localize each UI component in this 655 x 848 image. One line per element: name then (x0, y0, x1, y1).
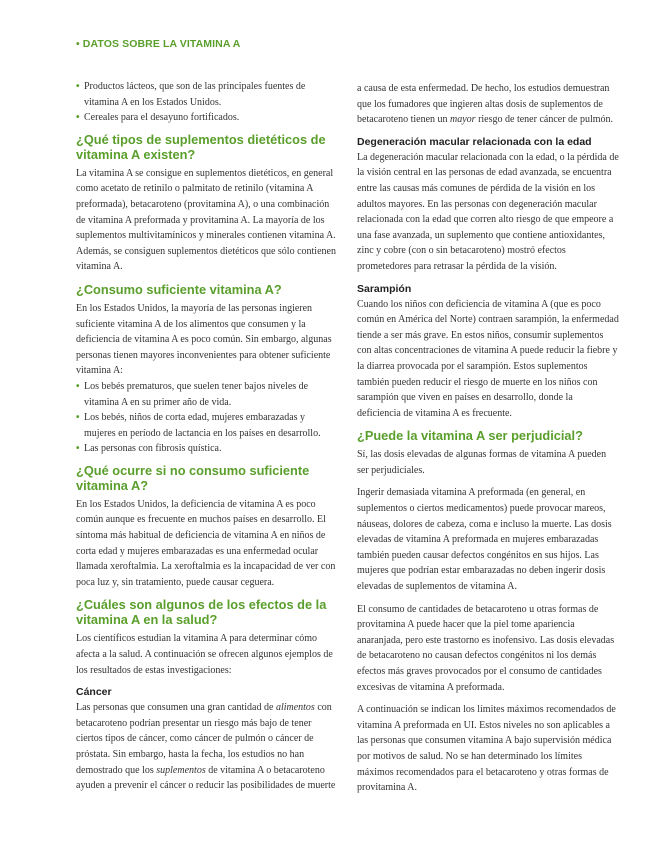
section-heading-enough-vitamin: ¿Consumo suficiente vitamina A? (76, 281, 282, 297)
bullet-icon: • (76, 81, 80, 92)
section-heading-deficiency: ¿Qué ocurre si no consumo suficiente vitamina A? (76, 462, 310, 493)
right-column (357, 81, 619, 803)
list-item: • Los bebés prematuros, que suelen tener bajos niveles de vitamina A en su primer año de vida. (76, 380, 309, 408)
paragraph: Ingerir demasiada vitamina A preformada (en general, en suplementos o ciertos medicamentos) puede provocar mareos, náuseas, dolores de cabeza, coma e incluso la muerte. Las dosis elevadas de vitamina A preformada en mujeres embarazadas también pueden causar defectos congénitos en sus hijos. Las mujeres que podrían estar embarazadas no deben ingerir dosis elevadas de suplementos de vitamina A. (357, 487, 612, 593)
list-item: • Los bebés, niños de corta edad, mujeres embarazadas y mujeres en período de lactancia en los países en desarrollo. (76, 412, 321, 439)
food-sources-list (76, 79, 338, 126)
bullet-icon: • (76, 412, 80, 424)
subheading-macular-degeneration: Degeneración macular relacionada con la edad (357, 135, 592, 148)
section-heading-harmful: ¿Puede la vitamina A ser perjudicial? (357, 428, 583, 444)
left-column (76, 79, 338, 801)
paragraph: A continuación se indican los límites máximos recomendados de vitamina A preformada en UI. Estos niveles no son aplicables a las personas que consumen vitamina A bajo supervisión médica por motivos de salud. No se han determinado los límites máximos recomendados para el betacaroteno y otras formas de provitamina A. (357, 704, 616, 794)
paragraph-cancer-continued: a causa de esta enfermedad. De hecho, los estudios demuestran que los fumadores que ingieren altas dosis de suplementos de betacaroteno tienen un mayor riesgo de tener cáncer de pulmón. (357, 83, 614, 126)
paragraph: En los Estados Unidos, la deficiencia de vitamina A es poco común aunque es frecuente en muchos países en desarrollo. El síntoma más habitual de deficiencia de vitamina A en niños de corta edad y mujeres embarazadas es una enfermedad ocular llamada xeroftalmia. La xeroftalmia es la incapacidad de ver con poca luz y, sin tratamiento, puede causar ceguera. (76, 498, 336, 588)
paragraph: Cuando los niños con deficiencia de vitamina A (que es poco común en América del Norte) contraen sarampión, la enfermedad tiende a ser más grave. En estos niños, consumir suplementos con altas concentraciones de vitamina A puede reducir la fiebre y la diarrea provocada por el sarampión. Estos suplementos también pueden reducir el riesgo de muerte en los niños con sarampión que viven en países en desarrollo, donde la deficiencia de vitamina A es frecuente. (357, 298, 619, 419)
list-item: • Cereales para el desayuno fortificados. (76, 110, 338, 126)
list-item: • Productos lácteos, que son de las principales fuentes de vitamina A en los Estados Unidos. (76, 81, 306, 108)
section-heading-health-effects: ¿Cuáles son algunos de los efectos de la vitamina A en la salud? (76, 597, 327, 628)
paragraph: La vitamina A se consigue en suplementos dietéticos, en general como acetato de retinilo o palmitato de retinilo (vitamina A preformada), betacaroteno (provitamina A), o una combinación de vitamina A preformada y provitamina A. La mayoría de los suplementos multivitamínicos y minerales contienen vitamina A. Además, se consiguen suplementos dietéticos que sólo contienen vitamina A. (76, 167, 336, 273)
paragraph: Los científicos estudian la vitamina A para determinar cómo afecta a la salud. A continuación se ofrecen algunos ejemplos de los resultados de estas investigaciones: (76, 633, 333, 676)
paragraph: El consumo de cantidades de betacaroteno u otras formas de provitamina A puede hacer que la piel tome apariencia anaranjada, pero este trastorno es inofensivo. Las dosis elevadas de betacaroteno no causan defectos congénitos ni los demás efectos más graves provocados por el consumo de cantidades excesivas de vitamina A preformada. (357, 603, 615, 693)
bullet-icon: • (76, 380, 80, 392)
risk-groups-list (76, 379, 338, 457)
subheading-cancer: Cáncer (76, 686, 112, 699)
paragraph-cancer: Las personas que consumen una gran cantidad de alimentos con betacaroteno podrían presentar un riesgo más bajo de tener ciertos tipos de cáncer, como cáncer de pulmón o cáncer de próstata. Sin embargo, hasta la fecha, los estudios no han demostrado que los suplementos de vitamina A o betacaroteno ayuden a prevenir el cáncer o reducir las posibilidades de muerte (76, 702, 336, 792)
section-heading-supplement-types: ¿Qué tipos de suplementos dietéticos de vitamina A existen? (76, 131, 326, 162)
bullet-icon: • (76, 112, 80, 124)
page-header: • DATOS SOBRE LA VITAMINA A (76, 38, 241, 50)
list-item: • Las personas con fibrosis quística. (76, 441, 338, 457)
subheading-measles: Sarampión (357, 282, 412, 295)
bullet-icon: • (76, 443, 80, 455)
paragraph: Sí, las dosis elevadas de algunas formas de vitamina A pueden ser perjudiciales. (357, 449, 607, 476)
paragraph: En los Estados Unidos, la mayoría de las personas ingieren suficiente vitamina A de los alimentos que consumen y la deficiencia de vitamina A es poco común. Sin embargo, algunas personas tienen mayores inconvenientes para obtener suficiente vitamina A: (76, 302, 332, 377)
paragraph: La degeneración macular relacionada con la edad, o la pérdida de la visión central en las personas de edad avanzada, se encuentra entre las causas más comunes de pérdida de la visión en los adultos mayores. En las personas con degeneración macular relacionada con la edad que corren alto riesgo de que empeore a una fase avanzada, un suplemento que contiene antioxidantes, zinc y cobre (con o sin betacaroteno) mostró efectos prometedores para retrasar la pérdida de la visión. (357, 151, 619, 272)
